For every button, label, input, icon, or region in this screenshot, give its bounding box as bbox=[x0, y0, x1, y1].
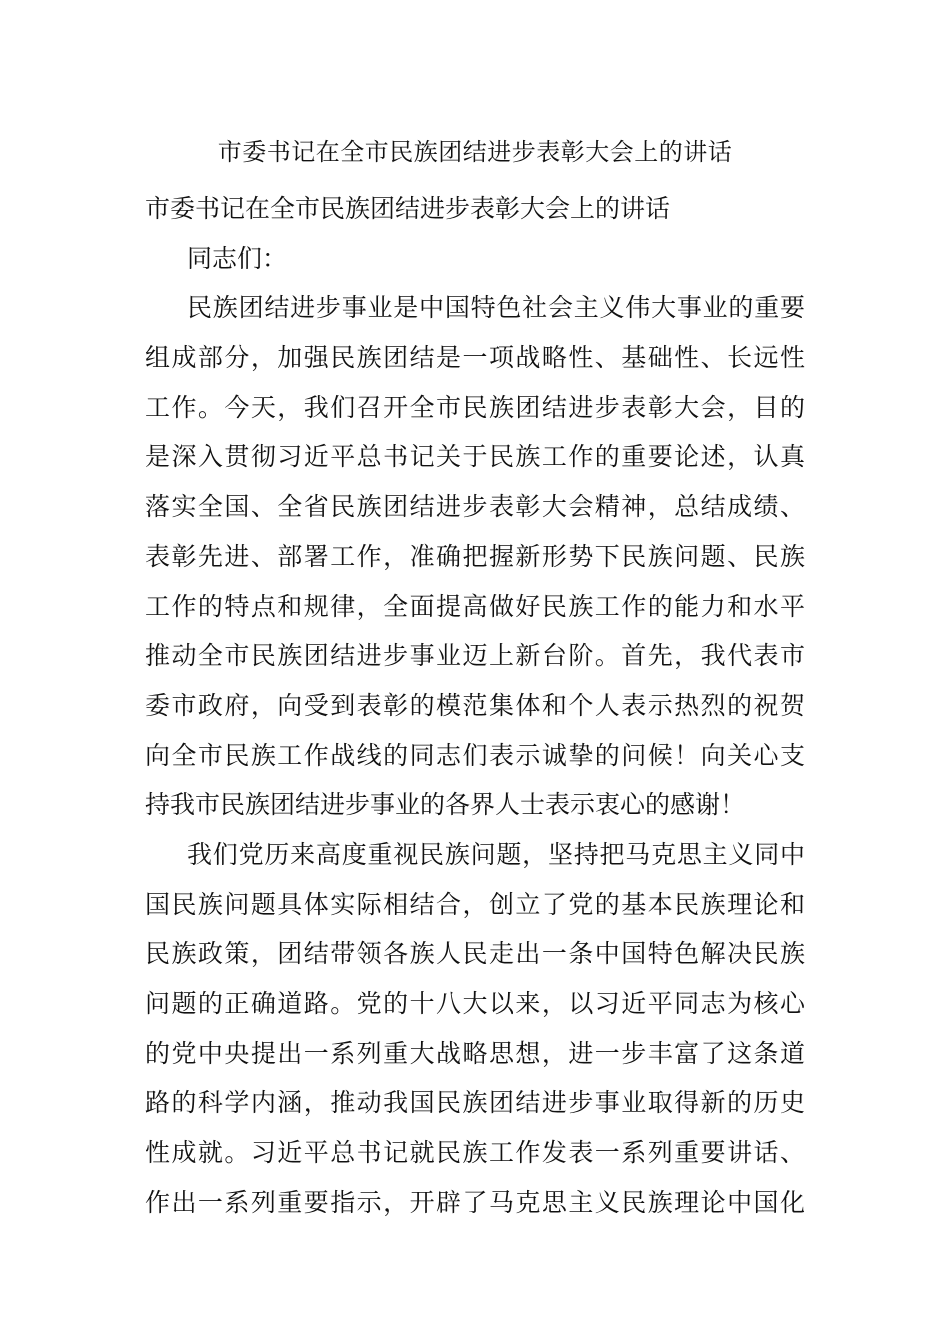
document-title: 市委书记在全市民族团结进步表彰大会上的讲话 bbox=[217, 138, 733, 166]
text-line: 国民族问题具体实际相结合，创立了党的基本民族理论和 bbox=[145, 889, 805, 919]
text-line: 问题的正确道路。党的十八大以来，以习近平同志为核心 bbox=[145, 989, 805, 1018]
text-line: 民族政策，团结带领各族人民走出一条中国特色解决民族 bbox=[145, 939, 805, 969]
text-line: 落实全国、全省民族团结进步表彰大会精神，总结成绩、 bbox=[145, 492, 805, 522]
text-line: 向全市民族工作战线的同志们表示诚挚的问候！向关心支 bbox=[145, 740, 805, 770]
text-line: 性成就。习近平总书记就民族工作发表一系列重要讲话、 bbox=[145, 1138, 805, 1168]
text-line: 持我市民族团结进步事业的各界人士表示衷心的感谢！ bbox=[145, 790, 746, 820]
text-line: 路的科学内涵，推动我国民族团结进步事业取得新的历史 bbox=[145, 1088, 805, 1118]
text-line: 委市政府，向受到表彰的模范集体和个人表示热烈的祝贺 bbox=[145, 690, 805, 720]
text-line: 工作的特点和规律，全面提高做好民族工作的能力和水平 bbox=[145, 591, 805, 621]
text-line: 市委书记在全市民族团结进步表彰大会上的讲话 bbox=[145, 194, 671, 223]
text-line: 工作。今天，我们召开全市民族团结进步表彰大会，目的 bbox=[145, 392, 805, 422]
text-line: 作出一系列重要指示，开辟了马克思主义民族理论中国化 bbox=[145, 1187, 805, 1217]
text-line: 我们党历来高度重视民族问题，坚持把马克思主义同中 bbox=[187, 839, 805, 869]
text-line: 表彰先进、部署工作，准确把握新形势下民族问题、民族 bbox=[145, 541, 805, 571]
text-line: 同志们： bbox=[187, 243, 288, 273]
text-line: 的党中央提出一系列重大战略思想，进一步丰富了这条道 bbox=[145, 1038, 805, 1068]
document-body bbox=[145, 184, 805, 1227]
text-line: 推动全市民族团结进步事业迈上新台阶。首先，我代表市 bbox=[145, 641, 805, 671]
text-line: 民族团结进步事业是中国特色社会主义伟大事业的重要 bbox=[187, 293, 805, 323]
text-line: 是深入贯彻习近平总书记关于民族工作的重要论述，认真 bbox=[145, 442, 805, 472]
text-line: 组成部分，加强民族团结是一项战略性、基础性、长远性 bbox=[145, 343, 805, 373]
